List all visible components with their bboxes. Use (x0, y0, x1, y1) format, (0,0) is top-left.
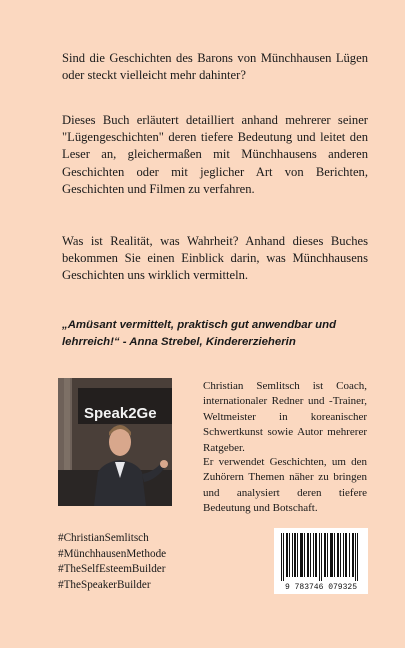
isbn-number: 9 783746 079325 (284, 583, 358, 592)
author-method-paragraph: Er verwendet Geschichten, um den Zuhörern Themen näher zu bringen und analysiert deren tiefere Bedeutung und Botschaft. (203, 456, 367, 515)
author-bio-paragraph: Christian Semlitsch ist Coach, internationaler Redner und -Trainer, Weltmeister in koreanischer Schwertkunst sowie Autor mehrerer Ratgeber. (203, 380, 367, 454)
hashtag-item: #TheSelfEsteemBuilder (58, 563, 166, 575)
description-paragraph: Dieses Buch erläutert detailliert anhand mehrerer seiner "Lügengeschichten" deren tiefere Bedeutung und leitet den Leser an, gleichermaßen mit Münchhausens anderen Geschichten oder mit jeglicher Art von Berichten, Geschichten und Filmen zu verfahren. (62, 113, 368, 196)
hashtag-item: #MünchhausenMethode (58, 547, 167, 560)
hashtag-list (58, 531, 166, 593)
intro-paragraph: Sind die Geschichten des Barons von Münchhausen Lügen oder steckt vielleicht mehr dahinter? (62, 51, 368, 83)
author-photo (58, 378, 172, 506)
hashtag-item: #ChristianSemlitsch (58, 532, 149, 544)
photo-sign-text: Speak2Ge (84, 405, 157, 422)
question-paragraph: Was ist Realität, was Wahrheit? Anhand dieses Buches bekommen Sie einen Einblick darin, was Münchhausens Geschichten uns wirklich vermitteln. (62, 234, 368, 283)
review-quote: „Amüsant vermittelt, praktisch gut anwendbar und lehrreich!“ - Anna Strebel, Kindererzieherin (62, 319, 337, 348)
hashtag-item: #TheSpeakerBuilder (58, 578, 151, 591)
isbn-barcode (274, 528, 368, 594)
